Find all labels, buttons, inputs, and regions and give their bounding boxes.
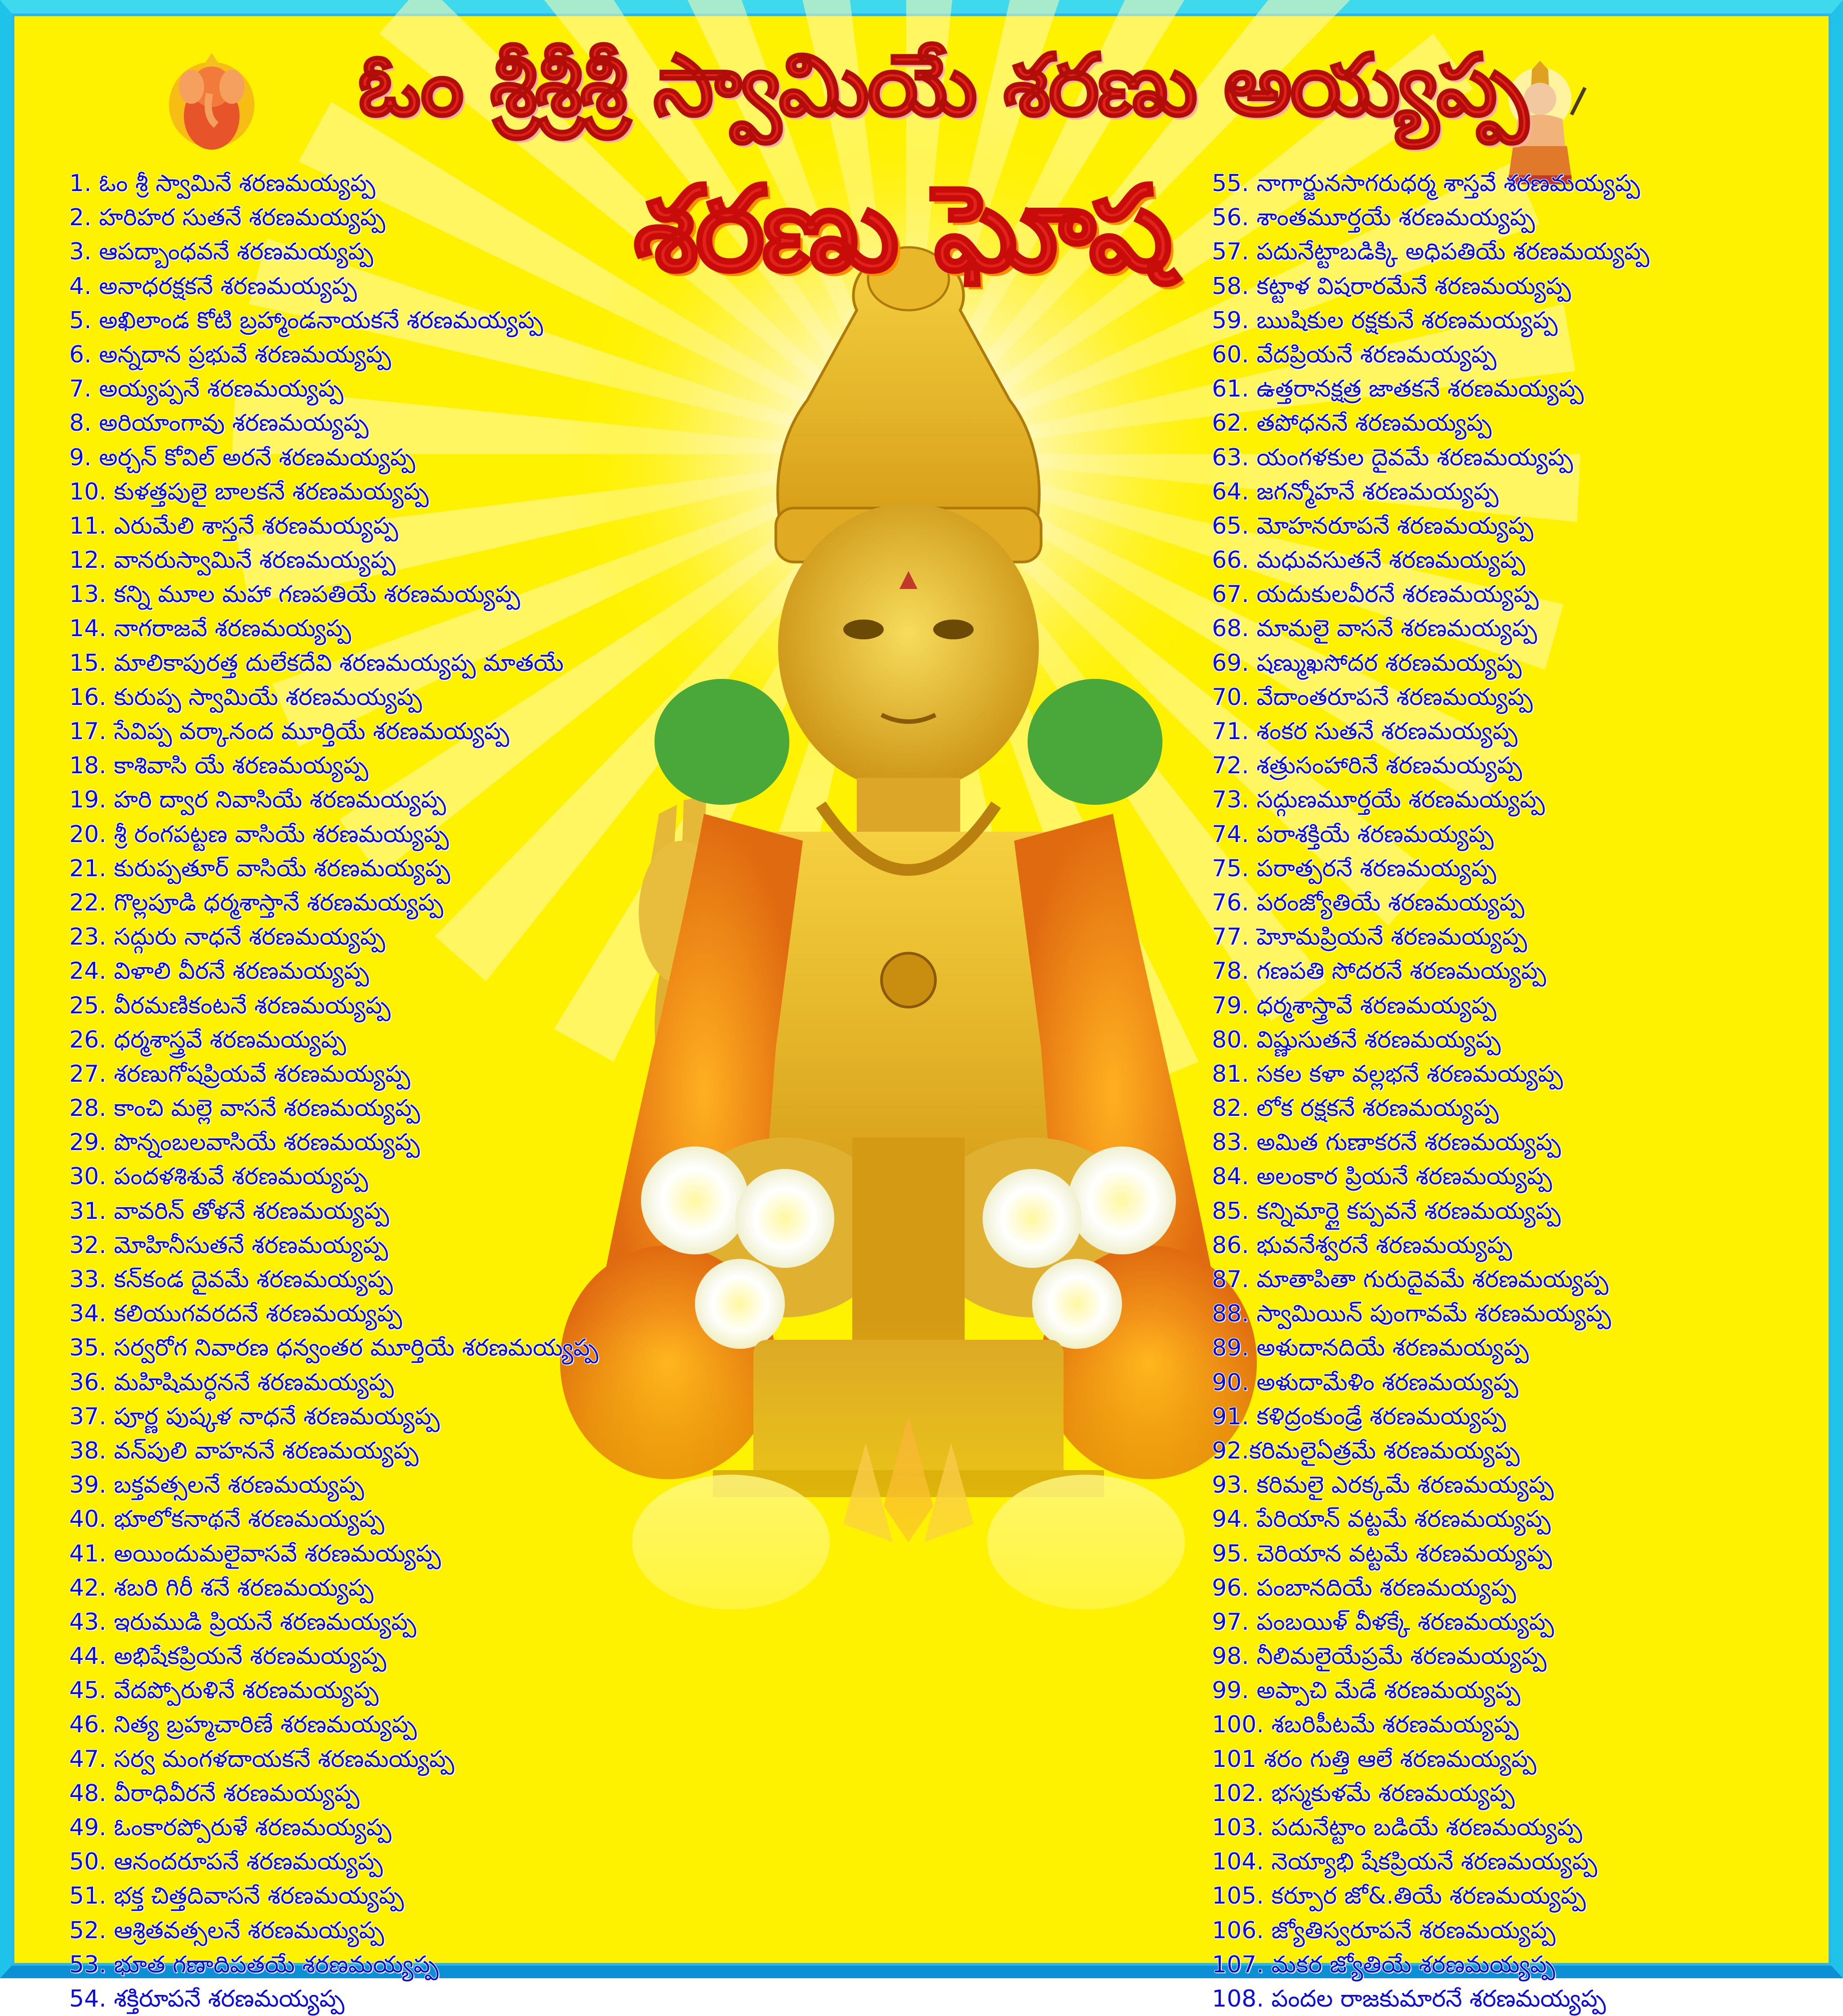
chant-item: 36. మహిషిమర్ధననే శరణమయ్యప్ప [69,1369,394,1396]
chant-item: 66. మధువసుతనే శరణమయ్యప్ప [1212,547,1526,574]
chant-item: 28. కాంచి మల్లె వాసనే శరణమయ్యప్ప [69,1095,420,1122]
chant-item: 80. విష్ణుసుతనే శరణమయ్యప్ప [1212,1026,1501,1053]
chant-item: 103. పదునేట్టాం బడియే శరణమయ్యప్ప [1212,1814,1582,1841]
chant-item: 106. జ్యోతిస్వరూపనే శరణమయ్యప్ప [1212,1917,1556,1944]
poster [12,13,1831,2012]
chant-item: 71. శంకర సుతనే శరణమయ్యప్ప [1212,718,1518,745]
page-subtitle: శరణు ఘోష [633,161,1170,297]
page-title: ఓం శ్రీశ్రీశ్రీ స్వామియే శరణు అయ్యప్ప [358,36,1527,135]
chant-item: 75. పరాత్పరనే శరణమయ్యప్ప [1212,855,1496,882]
chant-item: 84. అలంకార ప్రియనే శరణమయ్యప్ప [1212,1163,1552,1191]
chant-item: 33. కన్‌కండ దైవమే శరణమయ్యప్ప [69,1266,393,1293]
chant-item: 99. అప్పాచి మేడే శరణమయ్యప్ప [1212,1677,1521,1704]
chant-item: 94. పేరియాన్ వట్టమే శరణమయ్యప్ప [1212,1506,1551,1533]
chant-item: 102. భస్మకుళమే శరణమయ్యప్ప [1212,1780,1515,1807]
chant-item: 57. పదునేట్టాబడిక్కి అధిపతియే శరణమయ్యప్ప [1212,238,1650,266]
chant-item: 37. పూర్ణ పుష్కళ నాధనే శరణమయ్యప్ప [69,1403,440,1430]
chant-item: 60. వేదప్రియనే శరణమయ్యప్ప [1212,341,1497,368]
chant-item: 64. జగన్మోహనే శరణమయ్యప్ప [1212,478,1499,505]
chant-item: 6. అన్నదాన ప్రభువే శరణమయ్యప్ప [69,341,391,368]
chant-item: 30. పందళశిశువే శరణమయ్యప్ప [69,1163,368,1191]
chant-item: 97. పంబయిళ్ వీళక్కే శరణమయ్యప్ప [1212,1608,1554,1636]
chant-item: 95. చెరియాన వట్టమే శరణమయ్యప్ప [1212,1540,1552,1567]
chant-list-left [69,166,833,2016]
chant-item: 88. స్వామియిన్ పుంగావమే శరణమయ్యప్ప [1212,1300,1611,1328]
chant-item: 96. పంబానదియే శరణమయ్యప్ప [1212,1574,1516,1601]
chant-item: 7. అయ్యప్పనే శరణమయ్యప్ప [69,375,344,403]
chant-item: 9. అర్చన్ కోవిల్ అరనే శరణమయ్యప్ప [69,444,415,471]
chant-item: 72. శత్రుసంహారినే శరణమయ్యప్ప [1212,752,1522,780]
chant-item: 16. కురుప్ప స్వామియే శరణమయ్యప్ప [69,683,422,711]
chant-item: 32. మోహినీసుతనే శరణమయ్యప్ప [69,1231,388,1259]
chant-item: 108. పందల రాజకుమారనే శరణమయ్యప్ప [1212,1985,1606,2012]
chant-item: 53. భూత గణాదిపతయే శరణమయ్యప్ప [69,1951,439,1978]
chant-item: 12. వానరుస్వామినే శరణమయ్యప్ప [69,547,396,574]
chant-item: 46. నిత్య బ్రహ్మచారిణే శరణమయ్యప్ప [69,1711,417,1739]
chant-item: 49. ఓంకారప్పోరుళే శరణమయ్యప్ప [69,1814,392,1841]
chant-item: 87. మాతాపితా గురుదైవమే శరణమయ్యప్ప [1212,1266,1609,1293]
chant-item: 40. భూలోకనాథనే శరణమయ్యప్ప [69,1506,384,1533]
chant-item: 27. శరణుగోషప్రియవే శరణమయ్యప్ప [69,1060,410,1088]
chant-item: 2. హరిహర సుతనే శరణమయ్యప్ప [69,204,386,232]
chant-list-right [1212,166,1828,2016]
chant-item: 92.కరిమలైఏత్రమే శరణమయ్యప్ప [1212,1437,1520,1464]
chant-item: 42. శబరి గిరీ శనే శరణమయ్యప్ప [69,1574,374,1601]
chant-item: 55. నాగార్జునసాగరుధర్మ శాస్తవే శరణమయ్యప్ప [1212,170,1640,197]
chant-item: 105. కర్పూర జో&.తియే శరణమయ్యప్ప [1212,1882,1586,1910]
chant-item: 54. శక్తిరూపనే శరణమయ్యప్ప [69,1985,345,2012]
chant-item: 34. కలియుగవరదనే శరణమయ్యప్ప [69,1300,402,1328]
chant-item: 29. పొన్నంబలవాసియే శరణమయ్యప్ప [69,1129,420,1156]
chant-item: 107. మకర జ్యోతియే శరణమయ్యప్ప [1212,1951,1555,1978]
chant-item: 13. కన్ని మూల మహా గణపతియే శరణమయ్యప్ప [69,581,521,608]
chant-item: 51. భక్త చిత్తదివాసనే శరణమయ్యప్ప [69,1882,404,1910]
chant-item: 47. సర్వ మంగళదాయకనే శరణమయ్యప్ప [69,1745,454,1773]
chant-item: 69. షణ్ముఖసోదర శరణమయ్యప్ప [1212,649,1522,677]
chant-item: 18. కాశివాసి యే శరణమయ్యప్ప [69,752,369,780]
chant-item: 52. ఆశ్రితవత్సలనే శరణమయ్యప్ప [69,1917,384,1944]
chant-item: 56. శాంతమూర్తయే శరణమయ్యప్ప [1212,204,1535,232]
chant-item: 61. ఉత్తరానక్షత్ర జాతకనే శరణమయ్యప్ప [1212,375,1584,403]
chant-item: 98. నీలిమలైయేప్రమే శరణమయ్యప్ప [1212,1643,1547,1670]
chant-item: 10. కుళత్తపులై బాలకనే శరణమయ్యప్ప [69,478,429,505]
chant-item: 15. మాలికాపురత్త దులేకదేవి శరణమయ్యప్ప మాతయే [69,649,564,677]
chant-item: 90. అళుదామేళిం శరణమయ్యప్ప [1212,1369,1518,1396]
chant-item: 82. లోక రక్షకనే శరణమయ్యప్ప [1212,1095,1499,1122]
chant-item: 91. కళిద్రంకుండ్రే శరణమయ్యప్ప [1212,1403,1506,1430]
chant-item: 50. ఆనందరూపనే శరణమయ్యప్ప [69,1848,383,1876]
chant-item: 100. శబరిపీటమే శరణమయ్యప్ప [1212,1711,1519,1739]
chant-item: 1. ఓం శ్రీ స్వామినే శరణమయ్యప్ప [69,170,375,197]
chant-item: 11. ఎరుమేలి శాస్తనే శరణమయ్యప్ప [69,512,398,540]
chant-item: 89. అళుదానదియే శరణమయ్యప్ప [1212,1334,1529,1362]
chant-item: 59. ఋషికుల రక్షకునే శరణమయ్యప్ప [1212,307,1558,334]
chant-item: 26. ధర్మశాస్త్రవే శరణమయ్యప్ప [69,1026,346,1053]
chant-item: 65. మోహనరూపనే శరణమయ్యప్ప [1212,512,1534,540]
chant-item: 17. సేవిప్ప వర్కానంద మూర్తియే శరణమయ్యప్ప [69,718,509,745]
chant-item: 93. కరిమలై ఎరక్కమే శరణమయ్యప్ప [1212,1472,1554,1499]
chant-item: 58. కట్టాళ విషరారమేనే శరణమయ్యప్ప [1212,272,1571,300]
chant-item: 41. అయిందుమలైవాసవే శరణమయ్యప్ప [69,1540,441,1567]
chant-item: 86. భువనేశ్వరనే శరణమయ్యప్ప [1212,1231,1513,1259]
chant-item: 73. సద్గుణమూర్తయే శరణమయ్యప్ప [1212,786,1545,814]
chant-item: 67. యదుకులవీరనే శరణమయ్యప్ప [1212,581,1539,608]
chant-item: 4. అనాధరక్షకనే శరణమయ్యప్ప [69,272,357,300]
chant-item: 43. ఇరుముడి ప్రియనే శరణమయ్యప్ప [69,1608,417,1636]
chant-item: 101 శరం గుత్తి ఆలే శరణమయ్యప్ప [1212,1745,1536,1773]
chant-item: 24. విళాలి వీరనే శరణమయ్యప్ప [69,958,369,985]
chant-item: 14. నాగరాజవే శరణమయ్యప్ప [69,615,352,642]
chant-item: 45. వేదప్పోరుళినే శరణమయ్యప్ప [69,1677,379,1704]
chant-item: 63. యంగళకుల దైవమే శరణమయ్యప్ప [1212,444,1573,471]
chant-item: 44. అభిషేకప్రియనే శరణమయ్యప్ప [69,1643,387,1670]
chant-item: 70. వేదాంతరూపనే శరణమయ్యప్ప [1212,683,1533,711]
chant-item: 35. సర్వరోగ నివారణ ధన్వంతర మూర్తియే శరణమయ్యప్ప [69,1334,599,1362]
chant-item: 85. కన్నిమార్లై కప్పవనే శరణమయ్యప్ప [1212,1197,1561,1225]
chant-item: 77. హెూమప్రియనే శరణమయ్యప్ప [1212,923,1527,951]
chant-item: 48. వీరాధివీరనే శరణమయ్యప్ప [69,1780,360,1807]
chant-item: 22. గొల్లపూడి ధర్మశాస్తానే శరణమయ్యప్ప [69,889,444,916]
chant-item: 74. పరాశక్తియే శరణమయ్యప్ప [1212,821,1494,848]
chant-item: 81. సకల కళా వల్లభనే శరణమయ్యప్ప [1212,1060,1563,1088]
chant-item: 79. ధర్మశాస్త్రావే శరణమయ్యప్ప [1212,992,1497,1019]
chant-item: 39. బక్తవత్సలనే శరణమయ్యప్ప [69,1472,365,1499]
chant-item: 83. అమిత గుణాకరనే శరణమయ్యప్ప [1212,1129,1561,1156]
chant-item: 8. అరియాంగావు శరణమయ్యప్ప [69,410,369,437]
chant-item: 78. గణపతి సోదరనే శరణమయ్యప్ప [1212,958,1546,985]
chant-item: 23. సద్గురు నాధనే శరణమయ్యప్ప [69,923,385,951]
chant-item: 38. వన్‌పులి వాహననే శరణమయ్యప్ప [69,1437,419,1464]
chant-item: 104. నెయ్యాభి షేకప్రియనే శరణమయ్యప్ప [1212,1848,1598,1876]
chant-item: 31. వావరిన్ తోళనే శరణమయ్యప్ప [69,1197,389,1225]
chant-item: 76. పరంజ్యోతియే శరణమయ్యప్ప [1212,889,1525,916]
chant-item: 25. వీరమణికంటనే శరణమయ్యప్ప [69,992,391,1019]
chant-item: 3. ఆపద్బాంధవనే శరణమయ్యప్ప [69,238,374,266]
chant-item: 21. కురుప్పతూర్ వాసియే శరణమయ్యప్ప [69,855,450,882]
chant-item: 19. హరి ద్వార నివాసియే శరణమయ్యప్ప [69,786,446,814]
chant-item: 20. శ్రీ రంగపట్టణ వాసియే శరణమయ్యప్ప [69,821,449,848]
chant-item: 5. అఖిలాండ కోటి బ్రహ్మాండనాయకనే శరణమయ్యప్ప [69,307,543,334]
chant-item: 68. మామలై వాసనే శరణమయ్యప్ప [1212,615,1537,642]
chant-item: 62. తపోధననే శరణమయ్యప్ప [1212,410,1492,437]
ganesha-icon [167,49,257,161]
